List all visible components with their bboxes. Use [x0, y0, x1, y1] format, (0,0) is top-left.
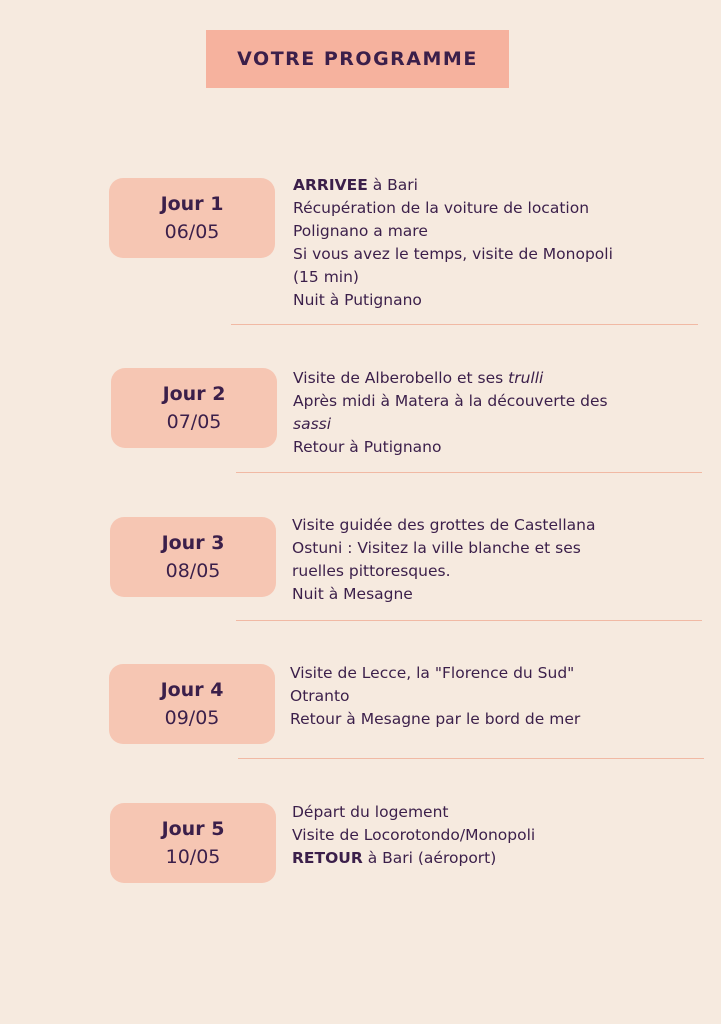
description-line: Polignano a mare	[293, 222, 428, 240]
separator	[231, 324, 698, 325]
description-line: Retour à Putignano	[293, 438, 442, 456]
day-description-3	[292, 514, 595, 606]
description-line: RETOUR à Bari (aéroport)	[292, 849, 497, 867]
day-description-1	[293, 174, 613, 312]
day-date: 07/05	[166, 411, 222, 433]
title-banner	[206, 30, 509, 88]
day-label: Jour 3	[161, 532, 225, 554]
description-line: sassi	[293, 415, 332, 433]
day-badge-3	[110, 517, 276, 597]
description-line: (15 min)	[293, 268, 359, 286]
day-badge-5	[110, 803, 276, 883]
description-line: Après midi à Matera à la découverte des	[293, 392, 608, 410]
description-line: Si vous avez le temps, visite de Monopoli	[293, 245, 613, 263]
separator	[236, 620, 702, 621]
separator	[236, 472, 702, 473]
description-line: Otranto	[290, 687, 350, 705]
day-description-5	[292, 801, 535, 870]
day-date: 09/05	[164, 707, 220, 729]
day-description-2	[293, 367, 608, 459]
description-line: Nuit à Mesagne	[292, 585, 413, 603]
page-title: VOTRE PROGRAMME	[237, 48, 478, 70]
day-label: Jour 1	[160, 193, 224, 215]
day-label: Jour 2	[162, 383, 226, 405]
description-line: Visite de Alberobello et ses trulli	[293, 369, 544, 387]
day-date: 10/05	[165, 846, 221, 868]
day-label: Jour 5	[161, 818, 225, 840]
description-line: Retour à Mesagne par le bord de mer	[290, 710, 581, 728]
description-line: ruelles pittoresques.	[292, 562, 451, 580]
description-line: Ostuni : Visitez la ville blanche et ses	[292, 539, 581, 557]
description-line: Visite de Lecce, la "Florence du Sud"	[290, 664, 575, 682]
day-badge-1	[109, 178, 275, 258]
day-date: 08/05	[165, 560, 221, 582]
description-line: Départ du logement	[292, 803, 449, 821]
day-label: Jour 4	[160, 679, 224, 701]
description-line: Récupération de la voiture de location	[293, 199, 590, 217]
day-description-4	[290, 662, 580, 731]
separator	[238, 758, 704, 759]
day-badge-2	[111, 368, 277, 448]
day-badge-4	[109, 664, 275, 744]
description-line: Visite guidée des grottes de Castellana	[292, 516, 596, 534]
description-line: ARRIVEE à Bari	[293, 176, 418, 194]
day-date: 06/05	[164, 221, 220, 243]
description-line: Visite de Locorotondo/Monopoli	[292, 826, 536, 844]
description-line: Nuit à Putignano	[293, 291, 422, 309]
